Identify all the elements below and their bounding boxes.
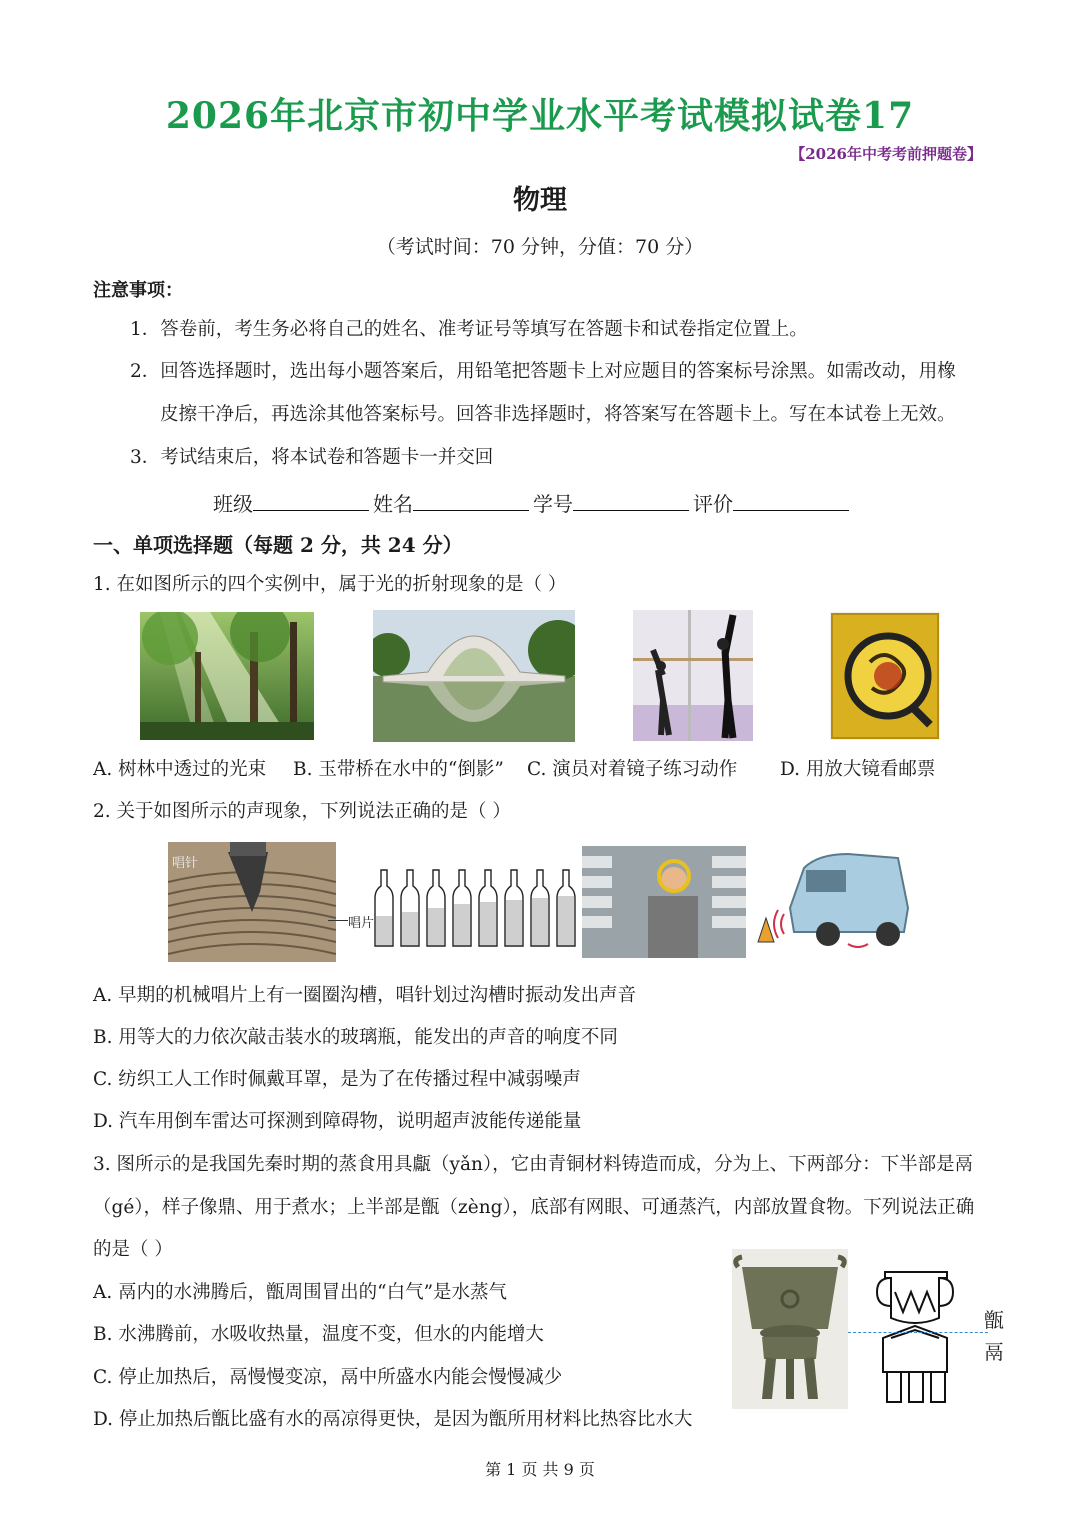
q3-option-a: A. 鬲内的水沸腾后，甑周围冒出的“白气”是水蒸气 <box>93 1282 508 1303</box>
exam-tag: 【2026年中考考前押题卷】 <box>790 145 982 163</box>
q1-option-a: A. 树林中透过的光束 <box>93 759 267 780</box>
q2-option-a: A. 早期的机械唱片上有一圈圈沟槽，唱针划过沟槽时振动发出声音 <box>93 985 637 1006</box>
field-grade-blank[interactable] <box>733 488 849 511</box>
student-info-fields <box>213 488 853 517</box>
q2-image-textile-worker <box>582 846 746 958</box>
q2-label-record: 唱片 <box>348 916 375 931</box>
q1-option-c: C. 演员对着镜子练习动作 <box>527 759 738 780</box>
section-title: 一、单项选择题（每题 2 分，共 24 分） <box>93 533 463 557</box>
field-id-label: 学号 <box>533 492 573 516</box>
q3-option-d: D. 停止加热后甑比盛有水的鬲凉得更快，是因为甑所用材料比热容比水大 <box>93 1409 693 1430</box>
q3-label-zeng: 甑 <box>984 1308 1004 1332</box>
q2-image-reversing-radar <box>748 848 912 960</box>
q1-option-b: B. 玉带桥在水中的“倒影” <box>293 759 504 780</box>
q1-image-forest <box>140 612 314 740</box>
q3-image-bronze-yan <box>732 1249 848 1409</box>
field-class-blank[interactable] <box>253 488 369 511</box>
q2-label-stylus: 唱针 <box>172 856 199 871</box>
field-id-blank[interactable] <box>573 488 689 511</box>
q3-stem-line-1: 3. 图所示的是我国先秦时期的蒸食用具甗（yǎn），它由青铜材料铸造而成，分为上、下两部分：下半部是鬲 <box>93 1154 974 1175</box>
q3-stem-line-3: 的是（ ） <box>93 1239 173 1260</box>
q2-option-c: C. 纺织工人工作时佩戴耳罩，是为了在传播过程中减弱噪声 <box>93 1069 581 1090</box>
q1-image-jade-belt-bridge <box>373 610 575 742</box>
q3-option-c: C. 停止加热后，鬲慢慢变凉，鬲中所盛水内能会慢慢减少 <box>93 1367 563 1388</box>
q2-stem: 2. 关于如图所示的声现象，下列说法正确的是（ ） <box>93 801 511 822</box>
note-item-2: 2．回答选择题时，选出每小题答案后，用铅笔把答题卡上对应题目的答案标号涂黑。如需改动，用橡 <box>130 361 956 382</box>
page-title: 2026年北京市初中学业水平考试模拟试卷17 <box>165 95 915 137</box>
note-item-3: 3．考试结束后，将本试卷和答题卡一并交回 <box>130 447 494 468</box>
q3-option-b: B. 水沸腾前，水吸收热量，温度不变，但水的内能增大 <box>93 1324 544 1345</box>
q1-image-magnifier-stamp <box>830 612 940 740</box>
subject-title: 物理 <box>513 185 567 216</box>
field-name-label: 姓名 <box>373 492 413 516</box>
q3-dashed-divider <box>848 1332 988 1333</box>
note-item-1: 1．答卷前，考生务必将自己的姓名、准考证号等填写在答题卡和试卷指定位置上。 <box>130 319 808 340</box>
q1-stem: 1. 在如图所示的四个实例中，属于光的折射现象的是（ ） <box>93 574 567 595</box>
q1-option-d: D. 用放大镜看邮票 <box>780 759 936 780</box>
exam-info: （考试时间：70 分钟，分值：70 分） <box>376 236 704 258</box>
q2-image-glass-bottles <box>370 862 580 948</box>
q3-stem-line-2: （gé），样子像鼎、用于煮水；上半部是甑（zèng），底部有网眼、可通蒸汽，内部放置食物。下列说法正确 <box>93 1197 975 1218</box>
q2-option-b: B. 用等大的力依次敲击装水的玻璃瓶，能发出的声音的响度不同 <box>93 1027 618 1048</box>
q2-label-record-line <box>328 920 348 921</box>
field-class-label: 班级 <box>213 492 253 516</box>
notes-heading: 注意事项： <box>93 280 183 301</box>
q2-option-d: D. 汽车用倒车雷达可探测到障碍物，说明超声波能传递能量 <box>93 1111 582 1132</box>
note-item-2-cont: 皮擦干净后，再选涂其他答案标号。回答非选择题时，将答案写在答题卡上。写在本试卷上无效。 <box>160 404 956 425</box>
q3-label-li: 鬲 <box>984 1340 1004 1364</box>
page-footer: 第 1 页 共 9 页 <box>485 1460 595 1479</box>
field-grade-label: 评价 <box>693 492 733 516</box>
q1-image-dancer-mirror <box>633 610 753 741</box>
field-name-blank[interactable] <box>413 488 529 511</box>
q3-diagram-yan <box>855 1262 979 1407</box>
